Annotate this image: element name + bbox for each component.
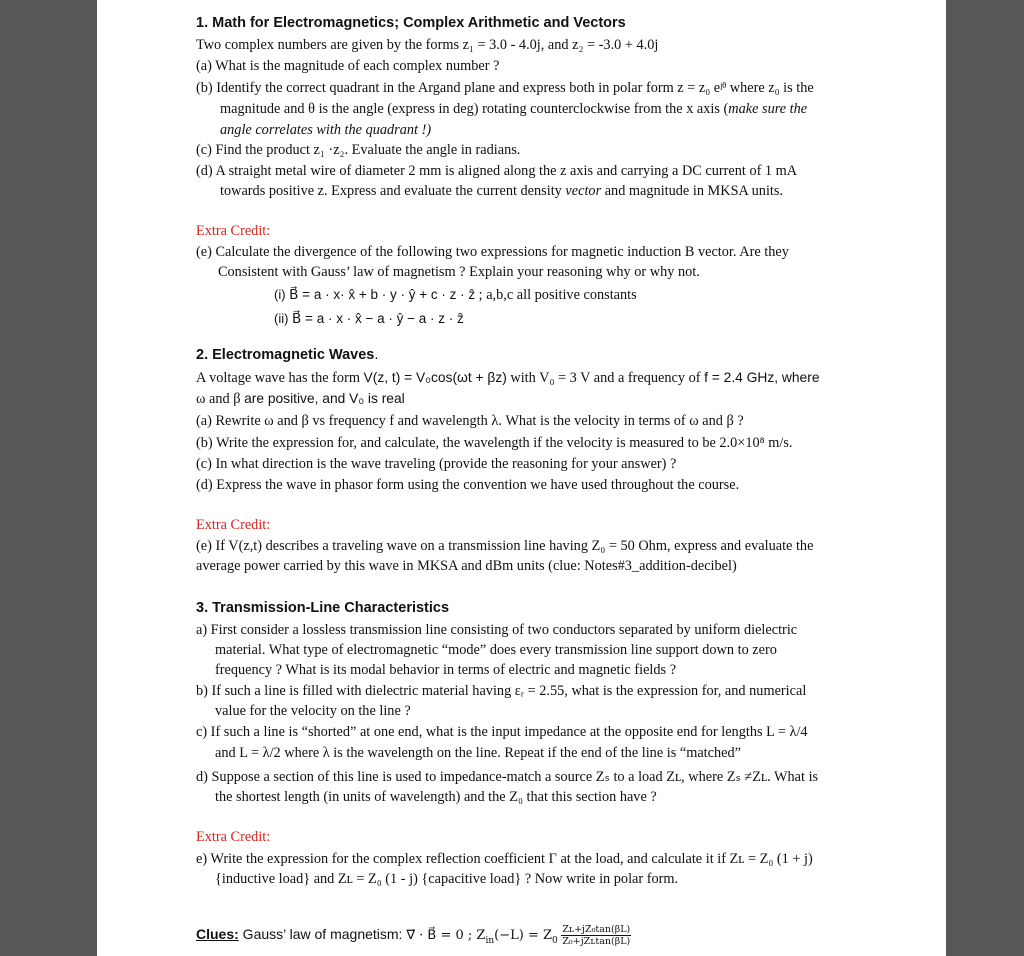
s2-question-e-line1: (e) If V(z,t) describes a traveling wave on a transmission line having Z₀ = 50 Ohm, express and evaluate the: [196, 538, 814, 554]
s1-intro: Two complex numbers are given by the forms z₁ = 3.0 - 4.0j, and z₂ = -3.0 + 4.0j: [196, 37, 659, 53]
section-3-title: 3. Transmission-Line Characteristics: [196, 600, 450, 616]
clues-label: Clues:: [196, 926, 239, 942]
s1-question-b-line1: (b) Identify the correct quadrant in the Argand plane and express both in polar form z = z₀ eʲᶿ where z₀ is the: [196, 80, 814, 96]
s3-question-e-line1: e) Write the expression for the complex reflection coefficient Γ at the load, and calculate it if Zʟ = Z₀ (1 + j): [196, 851, 813, 867]
s3-question-a-line2: material. What type of electromagnetic “mode” does every transmission line support down to zero: [215, 642, 777, 658]
s2-title-text: 2. Electromagnetic Waves: [196, 347, 375, 363]
s3-question-c-line1: c) If such a line is “shorted” at one end, what is the input impedance at the opposite end for lengths L = λ/4: [196, 724, 808, 740]
s2-extra-credit-label: Extra Credit:: [196, 517, 271, 533]
s2-l1-mid: with V₀ = 3 V and a frequency of: [506, 370, 705, 386]
clues-zin-equation: (−L) = Z: [494, 928, 553, 943]
s3-question-d-line1: d) Suppose a section of this line is used to impedance-match a source Zₛ to a load Zʟ, where Zₛ ≠Zʟ. What is: [196, 769, 819, 785]
s3-extra-credit-label: Extra Credit:: [196, 829, 271, 845]
s1-eq-i-formula: B⃗ = a · x· x̂ + b · y · ŷ + c · z · ẑ: [289, 287, 476, 302]
s3-question-d-line2: the shortest length (in units of wavelength) and the Z₀ that this section have ?: [215, 789, 657, 805]
s2-question-a: (a) Rewrite ω and β vs frequency f and wavelength λ. What is the velocity in terms of ω and β ?: [196, 413, 744, 429]
s3-question-a-line1: a) First consider a lossless transmission line consisting of two conductors separated by uniform dielectric: [196, 622, 798, 638]
s1-b2-italic: make sure the: [728, 101, 808, 117]
s1-question-e-line1: (e) Calculate the divergence of the following two expressions for magnetic induction B vector. Are they: [196, 244, 789, 260]
s3-question-b-line1: b) If such a line is filled with dielectric material having εᵣ = 2.55, what is the expression for, and numerical: [196, 683, 807, 699]
s3-question-a-line3: frequency ? What is its modal behavior in terms of electric and magnetic fields ?: [215, 662, 677, 678]
s1-question-b-line2: [220, 99, 807, 119]
s1-d2-italic: vector: [565, 183, 602, 199]
s1-eq-ii-label: (ii): [274, 311, 293, 326]
s2-question-b: (b) Write the expression for, and calculate, the wavelength if the velocity is measured to be 2.0×10⁸ m/s.: [196, 435, 793, 451]
s2-question-e-line2: average power carried by this wave in MKSA and dBm units (clue: Notes#3_addition-decibel): [196, 558, 737, 574]
s1-b2-text: magnitude and θ is the angle (express in deg) rotating counterclockwise from the x axis (: [220, 101, 729, 117]
s2-title-dot: .: [374, 347, 379, 363]
s2-l2-tail: are positive, and V₀ is real: [244, 391, 405, 406]
s3-question-b-line2: value for the velocity on the line ?: [215, 703, 411, 719]
clues-sub-in: in: [485, 935, 495, 946]
s1-question-d-line2: [220, 181, 783, 201]
s1-question-e-line2: Consistent with Gauss’ law of magnetism ? Explain your reasoning why or why not.: [218, 264, 700, 280]
section-1-title: 1. Math for Electromagnetics; Complex Arithmetic and Vectors: [196, 15, 626, 31]
s1-eq-i-tail: ; a,b,c all positive constants: [475, 287, 637, 303]
s3-question-c-line2: and L = λ/2 where λ is the wavelength on the line. Repeat if the end of the line is “matched”: [215, 745, 741, 761]
s1-eq-ii-formula: B⃗ = a · x · x̂ − a · ŷ − a · z · ẑ: [292, 311, 464, 326]
s2-l1-tail: f = 2.4 GHz, where: [704, 370, 820, 385]
clues-text: Gauss’ law of magnetism:: [238, 926, 407, 942]
clues-line: [196, 922, 631, 953]
s1-d2-text: towards positive z. Express and evaluate the current density: [220, 183, 566, 199]
s2-question-d: (d) Express the wave in phasor form using the convention we have used throughout the course.: [196, 477, 740, 493]
s2-question-c: (c) In what direction is the wave traveling (provide the reasoning for your answer) ?: [196, 456, 677, 472]
s1-eq-i-label: (i): [274, 287, 290, 302]
clues-fraction: [561, 924, 631, 947]
s1-question-b-line3: angle correlates with the quadrant !): [220, 122, 432, 138]
clues-sub-0: 0: [552, 935, 558, 946]
s1-equation-ii: [274, 309, 464, 329]
s2-l2-text: ω and β: [196, 391, 245, 407]
s1-d2-tail: and magnitude in MKSA units.: [601, 183, 784, 199]
s1-question-c: (c) Find the product z₁ ·z₂. Evaluate the angle in radians.: [196, 142, 521, 158]
s3-question-e-line2: {inductive load} and Zʟ = Z₀ (1 - j) {capacitive load} ? Now write in polar form.: [215, 871, 679, 887]
clues-fraction-denominator: Z₀+jZʟtan(βL): [562, 936, 631, 948]
s1-question-a: (a) What is the magnitude of each complex number ?: [196, 58, 500, 74]
document-page: [97, 0, 946, 956]
clues-fraction-numerator: Zʟ+jZ₀tan(βL): [562, 924, 631, 936]
s2-l1-text: A voltage wave has the form: [196, 370, 364, 386]
s1-equation-i: [274, 285, 637, 305]
s2-intro-line1: [196, 368, 820, 388]
s1-question-d-line1: (d) A straight metal wire of diameter 2 mm is aligned along the z axis and carrying a DC current of 1 mA: [196, 163, 798, 179]
clues-gauss-equation: ∇⃗ · B⃗ = 0 ; Z: [406, 928, 486, 943]
s2-intro-line2: [196, 389, 405, 409]
s1-extra-credit-label: Extra Credit:: [196, 223, 271, 239]
section-2-title: [196, 345, 378, 365]
s2-l1-equation: V(z, t) = V₀cos(ωt + βz): [363, 370, 507, 385]
